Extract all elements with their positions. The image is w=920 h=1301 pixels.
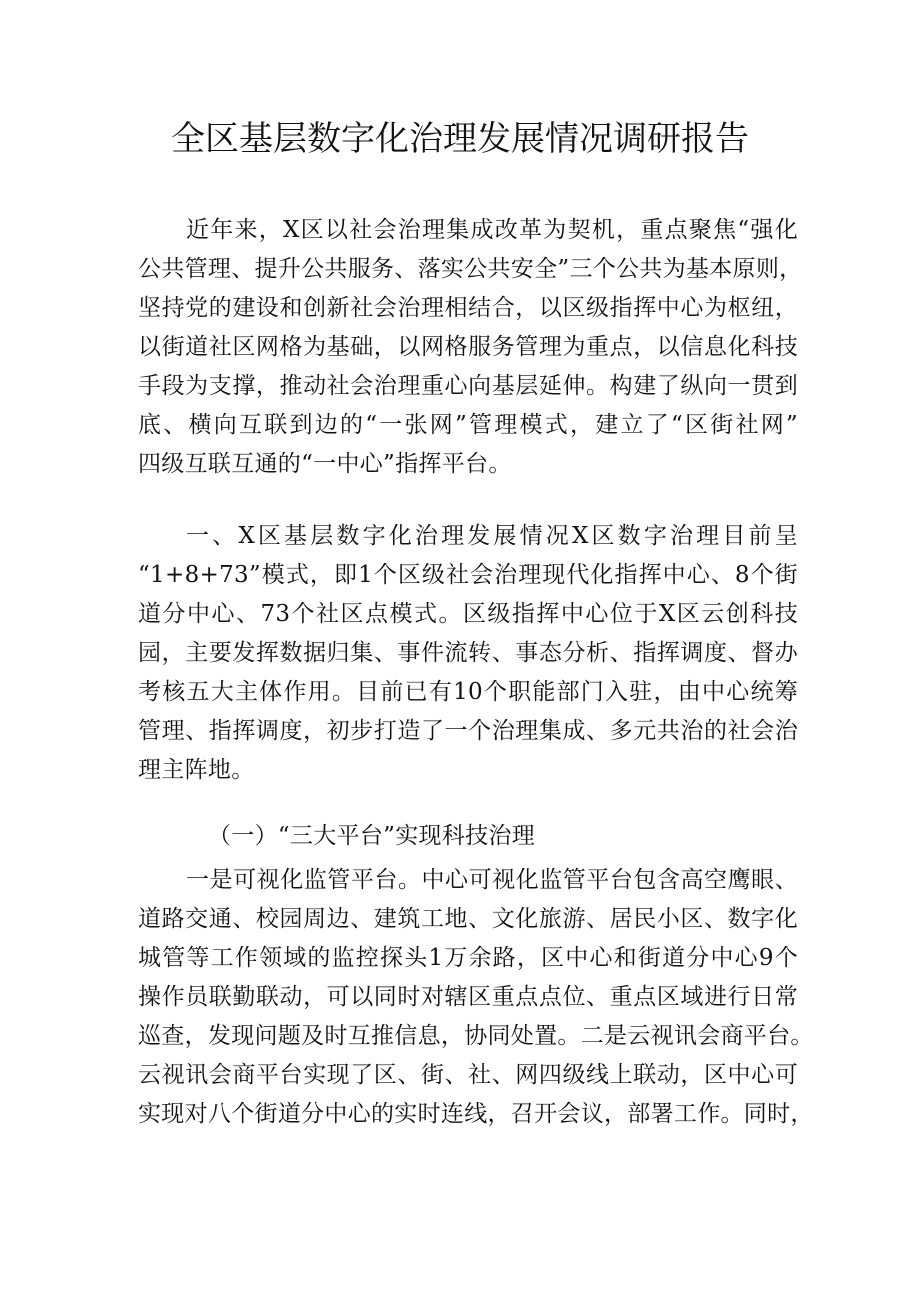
paragraph-intro (138, 211, 803, 484)
text-line: 城管等工作领域的监控探头1万余路，区中心和街道分中心9个 (138, 945, 798, 971)
text-line: 操作员联勤联动，可以同时对辖区重点点位、重点区域进行日常 (138, 984, 798, 1010)
text-line: 底、横向互联到边的“一张网”管理模式，建立了“区街社网” (138, 412, 798, 438)
text-line: 巡查，发现问题及时互推信息，协同处置。二是云视讯会商平台。 (138, 1023, 814, 1049)
text-line: 近年来，X区以社会治理集成改革为契机，重点聚焦“强化 (186, 217, 798, 243)
subheading-text: （一）“三大平台”实现科技治理 (208, 823, 536, 849)
text-line: 以街道社区网格为基础，以网格服务管理为重点，以信息化科技 (138, 334, 798, 360)
section-subheading (138, 817, 798, 856)
text-line: 考核五大主体作用。目前已有10个职能部门入驻，由中心统筹 (138, 679, 798, 705)
text-line: 一是可视化监管平台。中心可视化监管平台包含高空鹰眼、 (186, 867, 798, 893)
text-line: 道分中心、73个社区点模式。区级指挥中心位于X区云创科技 (138, 601, 798, 627)
text-line: 实现对八个街道分中心的实时连线，召开会议，部署工作。同时， (138, 1101, 814, 1127)
paragraph-section-one (138, 517, 798, 790)
text-line: 管理、指挥调度，初步打造了一个治理集成、多元共治的社会治 (138, 718, 798, 744)
text-line: 云视讯会商平台实现了区、街、社、网四级线上联动，区中心可 (138, 1062, 798, 1088)
text-line: 手段为支撑，推动社会治理重心向基层延伸。构建了纵向一贯到 (138, 373, 798, 399)
text-line: 道路交通、校园周边、建筑工地、文化旅游、居民小区、数字化 (138, 906, 798, 932)
page-title: 全区基层数字化治理发展情况调研报告 (171, 119, 749, 159)
text-line: 公共管理、提升公共服务、落实公共安全”三个公共为基本原则， (138, 256, 803, 282)
text-line: 一、X区基层数字化治理发展情况X区数字治理目前呈 (186, 523, 798, 549)
text-line: 坚持党的建设和创新社会治理相结合，以区级指挥中心为枢纽， (138, 295, 798, 321)
text-line: 四级互联互通的“一中心”指挥平台。 (138, 451, 512, 477)
text-line: 理主阵地。 (138, 757, 255, 783)
text-line: 园，主要发挥数据归集、事件流转、事态分析、指挥调度、督办 (138, 640, 798, 666)
paragraph-platforms (138, 861, 814, 1134)
text-line: “1+8+73”模式，即1个区级社会治理现代化指挥中心、8个街 (138, 562, 798, 588)
